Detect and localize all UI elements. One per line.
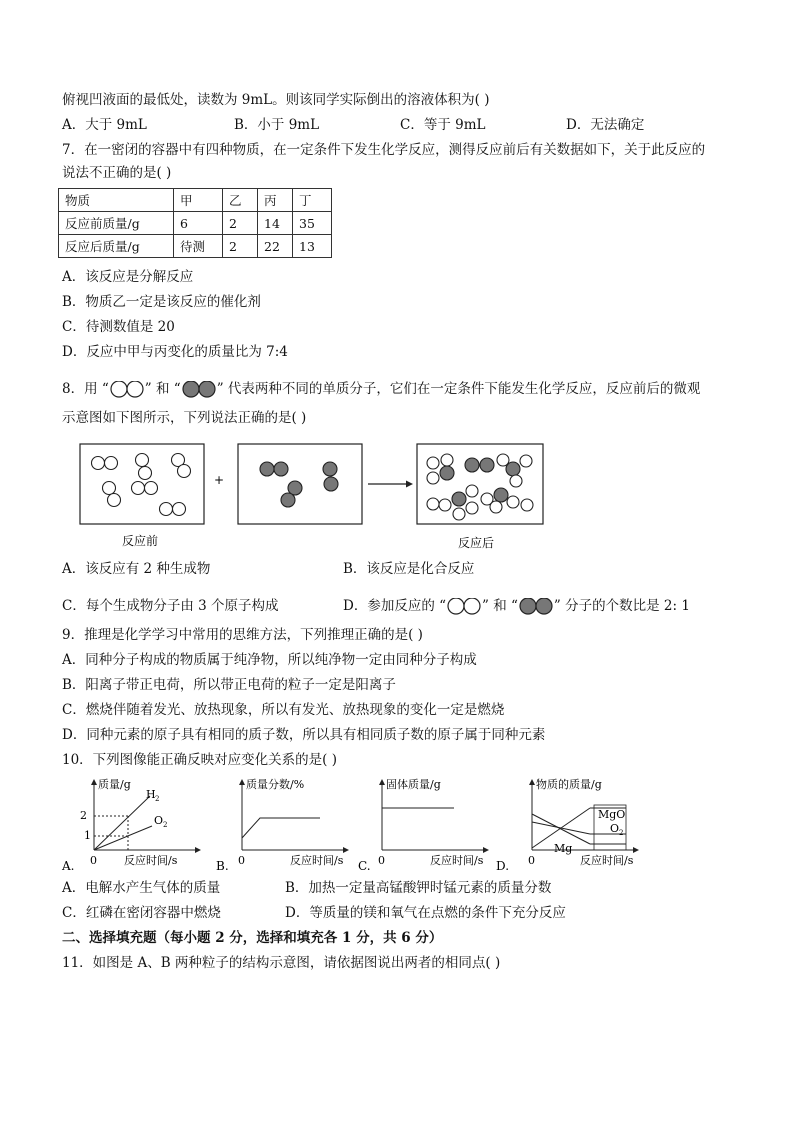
table-cell: 2 (223, 235, 258, 258)
plus-sign: + (214, 473, 225, 487)
graph-a-series-o2: O (154, 814, 164, 827)
graph-d (496, 777, 636, 873)
table-cell: 乙 (223, 189, 258, 212)
table-cell: 反应后质量/g (59, 235, 174, 258)
table-cell: 丙 (258, 189, 293, 212)
q10-option-d[interactable]: D．等质量的镁和氧气在点燃的条件下充分反应 (285, 905, 566, 921)
table-cell: 2 (223, 212, 258, 235)
graph-a-series-h2: H (146, 788, 156, 801)
graph-b-letter: B. (216, 859, 229, 873)
q6-option-a[interactable]: A．大于 9mL (62, 117, 147, 133)
table-cell: 甲 (174, 189, 223, 212)
graph-a-tick-2: 2 (80, 809, 87, 822)
q7-stem-line1: 7．在一密闭的容器中有四种物质，在一定条件下发生化学反应，测得反应前后有关数据如下，关于此反应的 (62, 142, 706, 158)
q9-option-c[interactable]: C．燃烧伴随着发光、放热现象，所以有发光、放热现象的变化一定是燃烧 (62, 702, 505, 718)
table-cell: 13 (293, 235, 332, 258)
q10-option-a[interactable]: A．电解水产生气体的质量 (62, 880, 221, 896)
white-molecule-icon (109, 381, 145, 399)
graph-c-ylabel: 固体质量/g (386, 778, 441, 791)
label-before: 反应前 (122, 534, 159, 548)
graph-d-ylabel: 物质的质量/g (536, 778, 602, 791)
graph-c (358, 777, 486, 873)
graph-b-ylabel: 质量分数/% (246, 778, 305, 791)
q8-optd-part: ” 分子的个数比是 2: 1 (553, 598, 690, 614)
white-molecule-icon (446, 598, 482, 616)
graph-a (61, 777, 198, 873)
graph-d-series-mgo: MgO (598, 808, 626, 821)
q10-stem: 10．下列图像能正确反映对应变化关系的是( ) (62, 752, 338, 768)
graph-a-origin: 0 (90, 854, 97, 867)
q8-stem-line1 (62, 380, 700, 399)
q6-option-b[interactable]: B．小于 9mL (234, 117, 320, 133)
graph-a-ylabel: 质量/g (98, 778, 131, 791)
q8-optd-part: D．参加反应的 “ (343, 598, 447, 614)
graph-a-series-o2-sub: 2 (163, 821, 168, 829)
graph-d-series-o2-sub: 2 (619, 829, 624, 837)
table-header-row (59, 189, 332, 212)
graph-c-letter: C. (358, 859, 371, 873)
q9-option-b[interactable]: B．阳离子带正电荷，所以带正电荷的粒子一定是阳离子 (62, 677, 396, 693)
q11-stem: 11．如图是 A、B 两种粒子的结构示意图，请依据图说出两者的相同点( ) (62, 955, 501, 971)
table-cell: 35 (293, 212, 332, 235)
graph-a-letter: A. (62, 859, 75, 873)
label-after: 反应后 (458, 536, 495, 550)
q8-stem-part: ” 代表两种不同的单质分子，它们在一定条件下能发生化学反应，反应前后的微观 (216, 381, 701, 397)
q9-option-a[interactable]: A．同种分子构成的物质属于纯净物，所以纯净物一定由同种分子构成 (62, 652, 477, 668)
arrow-head (406, 481, 413, 488)
q7-option-c[interactable]: C．待测数值是 20 (62, 319, 175, 335)
q7-option-d[interactable]: D．反应中甲与丙变化的质量比为 7:4 (62, 344, 288, 360)
q8-option-c[interactable]: C．每个生成物分子由 3 个原子构成 (62, 598, 279, 614)
q10-option-b[interactable]: B．加热一定量高锰酸钾时锰元素的质量分数 (285, 880, 552, 896)
q7-option-a[interactable]: A．该反应是分解反应 (62, 269, 194, 285)
q8-stem-part: 8．用 “ (62, 381, 109, 397)
grey-molecule-icon (518, 598, 554, 616)
table-row (59, 235, 332, 258)
graph-c-xlabel: 反应时间/s (430, 854, 484, 867)
table-cell: 22 (258, 235, 293, 258)
table-cell: 14 (258, 212, 293, 235)
q6-option-d[interactable]: D．无法确定 (566, 117, 645, 133)
graph-b-xlabel: 反应时间/s (290, 854, 344, 867)
q8-option-a[interactable]: A．该反应有 2 种生成物 (62, 561, 211, 577)
graph-c-origin: 0 (378, 854, 385, 867)
q9-stem: 9．推理是化学学习中常用的思维方法，下列推理正确的是( ) (62, 627, 423, 643)
table-cell: 反应前质量/g (59, 212, 174, 235)
question6-stem-tail: 俯视凹液面的最低处，读数为 9mL。则该同学实际倒出的溶液体积为( ) (62, 92, 490, 108)
graph-d-letter: D. (496, 859, 510, 873)
table-cell: 6 (174, 212, 223, 235)
q6-option-c[interactable]: C．等于 9mL (400, 117, 486, 133)
q10-option-c[interactable]: C．红磷在密闭容器中燃烧 (62, 905, 221, 921)
table-cell: 待测 (174, 235, 223, 258)
graph-d-origin: 0 (528, 854, 535, 867)
q8-option-d[interactable] (343, 597, 690, 616)
q9-option-d[interactable]: D．同种元素的原子具有相同的质子数，所以具有相同质子数的原子属于同种元素 (62, 727, 546, 743)
q7-stem-line2: 说法不正确的是( ) (62, 165, 172, 181)
table-row (59, 212, 332, 235)
q10-graphs (58, 772, 658, 876)
q7-option-b[interactable]: B．物质乙一定是该反应的催化剂 (62, 294, 261, 310)
q8-stem-line2: 示意图如下图所示，下列说法正确的是( ) (62, 410, 307, 426)
graph-a-xlabel: 反应时间/s (124, 854, 178, 867)
graph-b-origin: 0 (238, 854, 245, 867)
reaction-micro-diagram (60, 436, 560, 554)
grey-molecule-icon (181, 381, 217, 399)
graph-a-series-h2-sub: 2 (155, 795, 160, 803)
table-cell: 物质 (59, 189, 174, 212)
table-cell: 丁 (293, 189, 332, 212)
graph-d-xlabel: 反应时间/s (580, 854, 634, 867)
q7-data-table (58, 188, 332, 258)
section-heading: 二、选择填充题（每小题 2 分，选择和填充各 1 分，共 6 分） (62, 930, 443, 946)
graph-a-tick-1: 1 (84, 829, 91, 842)
q8-stem-part: ” 和 “ (144, 381, 181, 397)
graph-d-series-mg: Mg (554, 842, 573, 855)
graph-b (216, 777, 346, 873)
q8-optd-part: ” 和 “ (482, 598, 518, 614)
q8-option-b[interactable]: B．该反应是化合反应 (343, 561, 475, 577)
graph-d-series-o2: O (610, 822, 620, 835)
